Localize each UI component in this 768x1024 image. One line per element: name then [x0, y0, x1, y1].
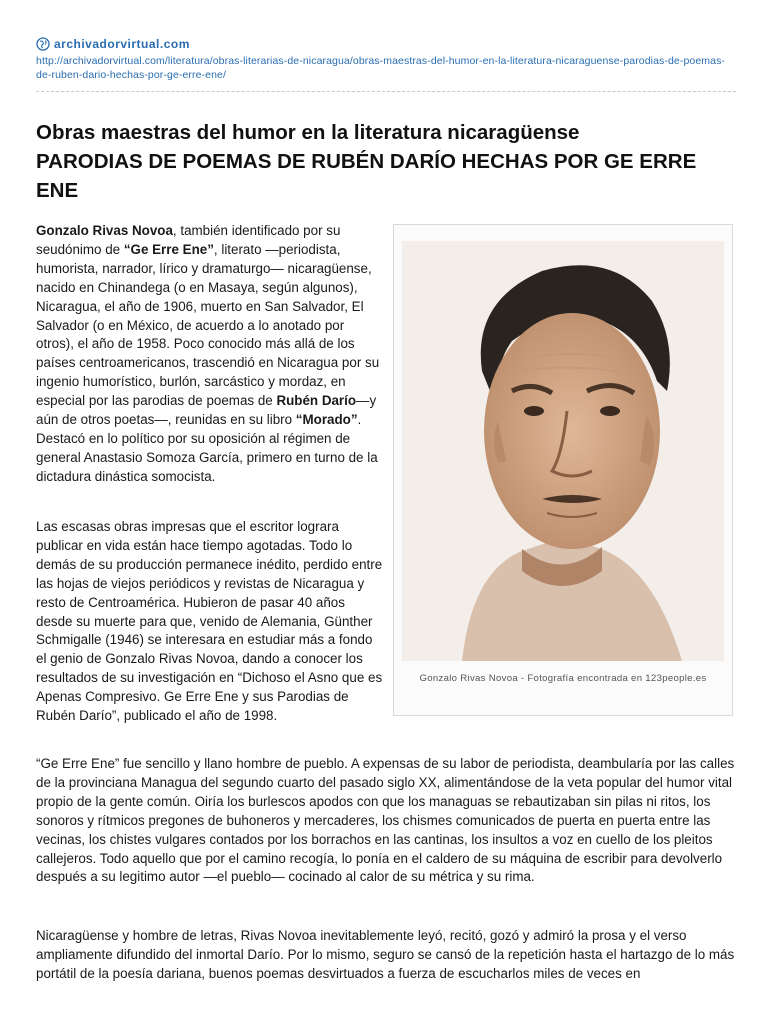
paragraph-intro [36, 222, 384, 487]
photo-caption: Gonzalo Rivas Novoa - Fotografía encontrada en 123people.es [419, 673, 707, 684]
book-title: “Morado” [295, 412, 358, 428]
site-header [36, 36, 736, 82]
dario-name: Rubén Darío [276, 393, 357, 409]
intro-text-2: , literato —periodista, humorista, narrador, lírico y dramaturgo— nicaragüense, nacido en Chinandega (o en Masaya, según algunos), Nicaragua, el año de 1906, muerto en San Salvador, El Salvador (o en México, de acuerdo a lo anotado por otros), el año de 1958. Poco conocido más allá de los países centroamericanos, trascendió en Nicaragua por su ingenio humorístico, burlón, sarcástico y mordaz, en especial por las parodias de poemas de [36, 241, 380, 409]
title-line-1: Obras maestras del humor en la literatura nicaragüense [36, 121, 580, 144]
intro-text-1: , también identificado por su seudónimo de [36, 223, 341, 257]
photo-figure [393, 224, 733, 716]
paragraph-pueblo: “Ge Erre Ene” fue sencillo y llano hombre de pueblo. A expensas de su labor de periodista, deambularía por las calles de la provinciana Managua del segundo cuarto del pasado siglo XX, alimentándose de la veta popular del humor vital propio de la gente común. Oiría los burlescos apodos con que los managuas se rebautizaban sin pilas ni ritos, los sonoros y rítmicos pregones de buhoneros y mercaderes, los chismes comunicados de puerta en puerta entre las vecinas, los chistes vulgares contados por los borrachos en las cantinas, los insultos a voz en cuello de los pleitos callejeros. Todo aquello que por el camino recogía, lo ponía en el caldero de su máquina de escribir para devolverlo después a su legitimo autor —el pueblo— cocinado al calor de su métrica y su rima. [36, 756, 735, 885]
alias: “Ge Erre Ene” [123, 241, 214, 257]
article-title [36, 118, 736, 205]
intro-text-3: —y aún de otros poetas—, reunidas en su libro [36, 393, 377, 428]
site-row [36, 36, 736, 52]
header-divider [36, 91, 736, 92]
article-url-link[interactable]: http://archivadorvirtual.com/literatura/obras-literarias-de-nicaragua/obras-maestras-del-humor-en-la-literatura-nicaraguense-parodias-de-poemas-de-ruben-dario-hechas-por-ge-erre-ene/ [36, 55, 726, 81]
paragraph-letras: Nicaragüense y hombre de letras, Rivas Novoa inevitablemente leyó, recitó, gozó y admiró la prosa y el verso ampliamente difundido del inmortal Darío. Por lo mismo, seguro se cansó de la repetición hasta el hartazgo de lo más portátil de la poesía dariana, buenos poemas desvirtuados a fuerza de escucharlos miles de veces en [36, 928, 735, 981]
intro-text-4: . Destacó en lo político por su oposición al régimen de general Anastasio Somoza García, primero en turno de la dictadura dinástica somocista. [36, 412, 378, 484]
globe-icon [36, 37, 50, 51]
paragraph-works: Las escasas obras impresas que el escritor lograra publicar en vida están hace tiempo agotadas. Todo lo demás de su producción permanece inédito, perdido entre las hojas de viejos periódicos y revistas de Nicaragua y resto de Centroamérica. Hubieron de pasar 40 años desde su muerte para que, venido de Alemania, Günther Schmigalle (1946) se interesara en estudiar más a fondo el genio de Gonzalo Rivas Novoa, dando a conocer los resultados de su investigación en “Dichoso el Asno que es Apenas Compresivo. Ge Erre Ene y sus Parodias de Rubén Darío”, publicado el año de 1998. [36, 519, 383, 724]
author-portrait [402, 241, 724, 661]
site-link[interactable]: archivadorvirtual.com [54, 37, 190, 51]
author-name: Gonzalo Rivas Novoa [36, 223, 173, 238]
title-line-2: PARODIAS DE POEMAS DE RUBÉN DARÍO HECHAS POR GE ERRE ENE [36, 150, 697, 202]
